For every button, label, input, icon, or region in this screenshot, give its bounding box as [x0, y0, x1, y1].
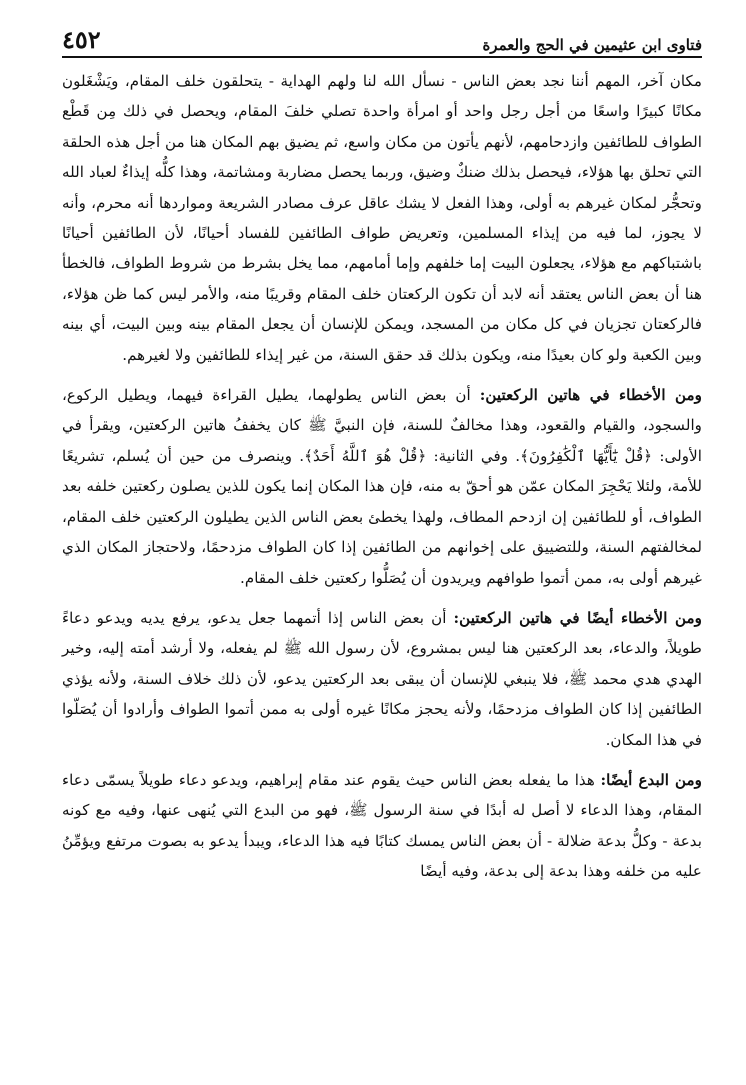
page-number: ٤٥٢ — [62, 25, 101, 54]
book-page — [62, 25, 703, 1068]
paragraph-2 — [62, 380, 702, 593]
paragraph-1 — [62, 66, 702, 370]
paragraph-3-text: أن بعض الناس إذا أتمهما جعل يدعو، يرفع يديه ويدعو دعاءً طويلاً، والدعاء، بعد الركعتين هنا ليس بمشروع، لأن رسول الله ﷺ لم يفعله، ولا أرشد أمته إليه، وخير الهدي هدي محمد ﷺ، فلا ينبغي للإنسان أن يبقى بعد الركعتين يدعو، لأن ذلك خلاف السنة، ولأنه يؤذي الطائفين إذا كان الطواف مزدحمًا، ولأنه يحجز مكانًا غيره أولى به ممن أتموا الطواف وأرادوا أن يُصَلّوا في هذا المكان. — [62, 608, 702, 749]
paragraph-4-text: هذا ما يفعله بعض الناس حيث يقوم عند مقام إبراهيم، ويدعو دعاء طويلاً يسمّى دعاء المقام، وهذا الدعاء لا أصل له أبدًا في سنة الرسول ﷺ، فهو من البدع التي يُنهى عنها، وفيه مع كونه بدعة - وكلُّ بدعة ضلالة - أن بعض الناس يمسك كتابًا فيه هذا الدعاء، ويبدأ يدعو به بصوت مرتفع ويؤمِّنُ عليه من خلفه وهذا بدعة إلى بدعة، وفيه أيضًا — [62, 770, 702, 881]
body-text — [62, 66, 702, 887]
paragraph-2-text: أن بعض الناس يطولهما، يطيل القراءة فيهما، ويطيل الركوع، والسجود، والقيام والقعود، وهذا مخالفٌ للسنة، فإن النبيَّ ﷺ كان يخففُ هاتين الركعتين، ويقرأ في الأولى: ﴿قُلْ يَٰٓأَيُّهَا ٱلْكَٰفِرُونَ﴾. وفي الثانية: ﴿قُلْ هُوَ ٱللَّهُ أَحَدٌ﴾. وينصرف من حين أن يُسلم، تشريعًا للأمة، ولئلا يَحْجِرَ المكان عمّن هو أحقّ به منه، فإن هذا المكان إنما يكون للذين يصلون ركعتين خلفه بعد الطواف، أو للطائفين إن ازدحم المطاف، ولهذا يخطئ بعض الناس الذين يطيلون الركعتين خلف المقام، لمخالفتهم السنة، وللتضييق على إخوانهم من الطائفين إذا كان الطواف مزدحمًا، ولاحتجاز المكان الذي غيرهم أولى به، ممن أتموا طوافهم ويريدون أن يُصَلُّوا ركعتين خلف المقام. — [62, 386, 702, 587]
paragraph-3 — [62, 603, 702, 755]
paragraph-1-text: مكان آخر، المهم أننا نجد بعض الناس - نسأل الله لنا ولهم الهداية - يتحلقون خلف المقام، ويَشْغَلون مكانًا كبيرًا واسعًا من أجل رجل واحد أو امرأة واحدة تصلي خلفَ المقام، ويحصل في ذلك مِن قَطْع الطواف للطائفين وازدحامهم، لأنهم يأتون من مكان واسع، ثم يضيق بهم المكان هنا من أجل هذه الحلقة التي تحلق بها هؤلاء، فيحصل بذلك ضنكٌ وضيق، وربما يحصل مضاربة ومشاتمة، وهذا كلُّه إيذاءٌ لعباد الله وتحجُّر لمكان غيرهم به أولى، وهذا الفعل لا يشك عاقل عرف مصادر الشريعة ومواردها أنه محرم، وأنه لا يجوز، لما فيه من إيذاء المسلمين، وتعريض طواف الطائفين للفساد أحيانًا، لأن الطائفين أحيانًا باشتباكهم مع هؤلاء، يجعلون البيت إما خلفهم وإما أمامهم، مما يخل بشرط من شروط الطواف، فالخطأ هنا أن بعض الناس يعتقد أنه لابد أن تكون الركعتان خلف المقام وقريبًا منه، والأمر ليس كما ظن هؤلاء، فالركعتان تجزيان في كل مكان من المسجد، ويمكن للإنسان أن يجعل المقام بينه وبين البيت، أي بينه وبين الكعبة ولو كان بعيدًا منه، ويكون بذلك قد حقق السنة، من غير إيذاء للطائفين ولا لغيرهم. — [62, 72, 702, 364]
paragraph-3-lead: ومن الأخطاء أيضًا في هاتين الركعتين: — [453, 608, 702, 627]
page-header — [62, 25, 702, 58]
running-title: فتاوى ابن عثيمين في الحج والعمرة — [482, 36, 702, 54]
paragraph-2-lead: ومن الأخطاء في هاتين الركعتين: — [479, 386, 702, 405]
paragraph-4-lead: ومن البدع أيضًا: — [600, 770, 703, 789]
paragraph-4 — [62, 765, 702, 887]
